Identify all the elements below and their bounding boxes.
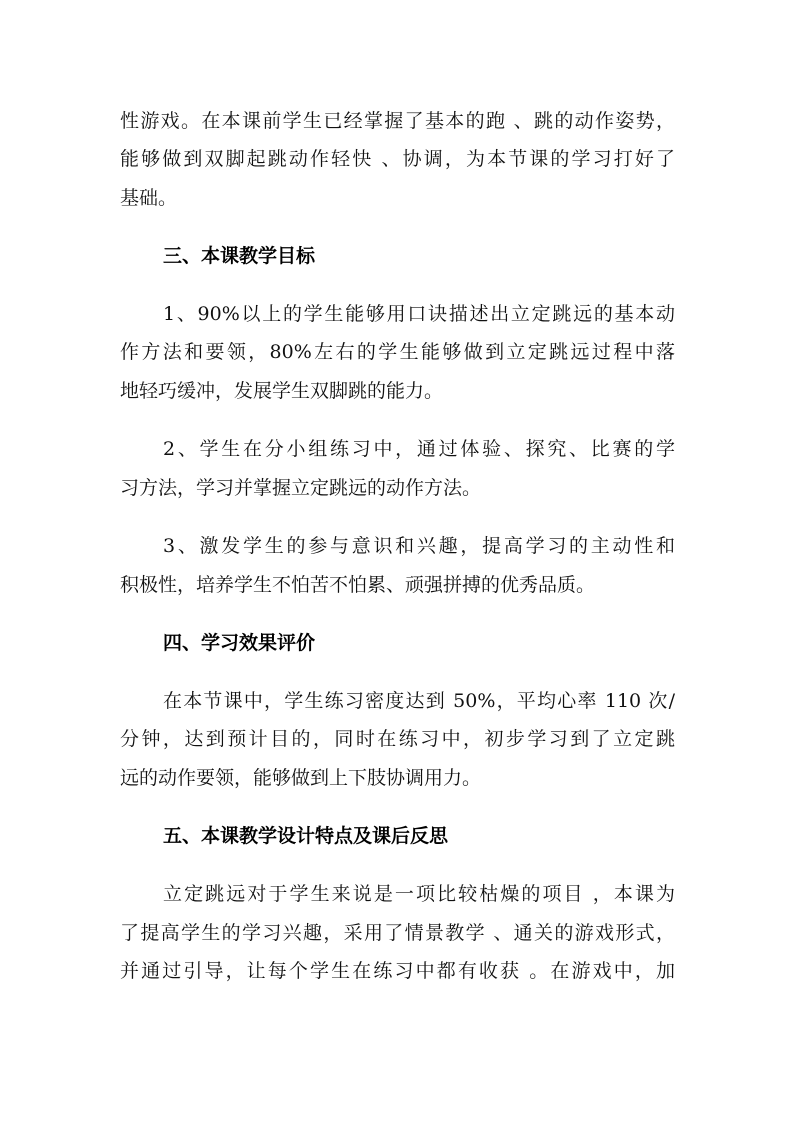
objective-1-line-1: 1、90%以上的学生能够用口诀描述出立定跳远的基本动: [163, 303, 675, 325]
intro-line-2: 能够做到双脚起跳动作轻快 、协调，为本节课的学习打好了: [120, 148, 675, 170]
objective-2-line-1: 2、学生在分小组练习中，通过体验、探究、比赛的学: [163, 438, 675, 460]
section-4-heading: 四、学习效果评价: [163, 632, 316, 654]
reflection-line-3: 并通过引导，让每个学生在练习中都有收获 。在游戏中，加: [120, 960, 675, 982]
intro-line-1: 性游戏。在本课前学生已经掌握了基本的跑 、跳的动作姿势，: [120, 110, 675, 132]
section-5-heading: 五、本课教学设计特点及课后反思: [163, 825, 449, 847]
objective-1-line-3: 地轻巧缓冲，发展学生双脚跳的能力。: [120, 380, 444, 402]
objective-1-line-2: 作方法和要领，80%左右的学生能够做到立定跳远过程中落: [120, 341, 675, 363]
reflection-line-2: 了提高学生的学习兴趣，采用了情景教学 、通关的游戏形式，: [120, 922, 675, 944]
objective-2-line-2: 习方法，学习并掌握立定跳远的动作方法。: [120, 477, 482, 499]
evaluation-line-1: 在本节课中，学生练习密度达到 50%，平均心率 110 次/: [163, 690, 675, 712]
reflection-line-1: 立定跳远对于学生来说是一项比较枯燥的项目 ，本课为: [163, 883, 675, 905]
section-3-heading: 三、本课教学目标: [163, 245, 316, 267]
objective-3-line-2: 积极性，培养学生不怕苦不怕累、顽强拼搏的优秀品质。: [120, 574, 596, 596]
evaluation-line-3: 远的动作要领，能够做到上下肢协调用力。: [120, 767, 482, 789]
intro-line-3: 基础。: [120, 187, 178, 209]
objective-3-line-1: 3、激发学生的参与意识和兴趣，提高学习的主动性和: [163, 535, 675, 557]
evaluation-line-2: 分钟，达到预计目的，同时在练习中，初步学习到了立定跳: [120, 728, 675, 750]
